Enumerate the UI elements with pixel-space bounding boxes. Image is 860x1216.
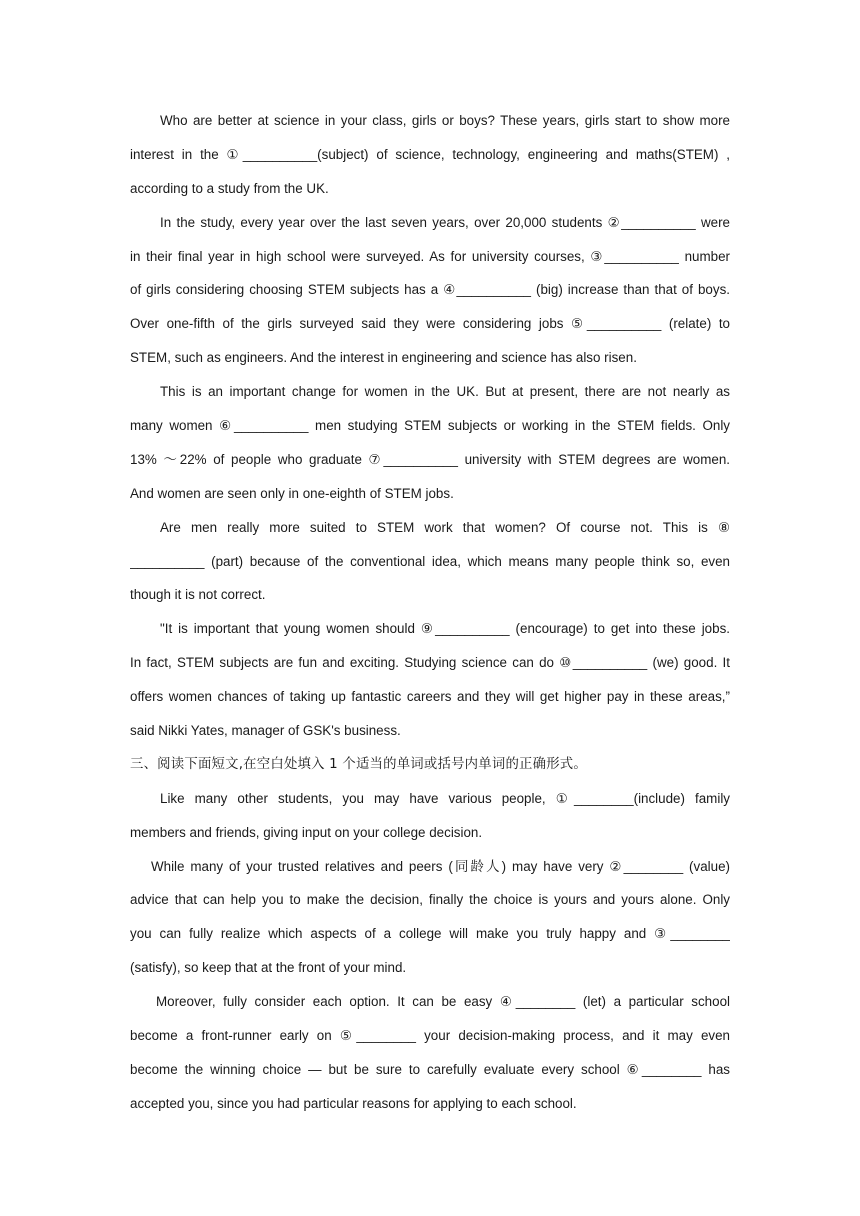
paragraph-line: accepted you, since you had particular reasons for applying to each school. — [130, 1095, 577, 1111]
paragraph-line: "It is important that young women should ⑨__________ (encourage) to get into these jobs. — [160, 621, 730, 637]
paragraph-line: In the study, every year over the last seven years, over 20,000 students ②__________ were — [160, 214, 730, 230]
document-page — [130, 104, 730, 1121]
passage-1 — [130, 104, 730, 748]
paragraph-line: become a front-runner early on ⑤________ your decision-making process, and it may even — [130, 1028, 730, 1044]
paragraph-line: Like many other students, you may have various people, ①________(include) family — [160, 790, 730, 806]
paragraph-line: While many of your trusted relatives and peers (同龄人) may have very ②________ (value) — [151, 858, 730, 874]
paragraph-line: Moreover, fully consider each option. It can be easy ④________ (let) a particular school — [156, 994, 730, 1010]
paragraph-line: Who are better at science in your class, girls or boys? These years, girls start to show more — [160, 113, 730, 128]
paragraph-line: many women ⑥__________ men studying STEM subjects or working in the STEM fields. Only — [130, 418, 730, 434]
paragraph-line: offers women chances of taking up fantastic careers and they will get higher pay in these areas,” — [130, 689, 730, 705]
paragraph-line: interest in the ①__________(subject) of science, technology, engineering and maths(STEM) , — [130, 146, 730, 162]
paragraph-line: in their final year in high school were surveyed. As for university courses, ③__________ number — [130, 248, 730, 264]
paragraph-line: of girls considering choosing STEM subjects has a ④__________ (big) increase than that of boys. — [130, 282, 730, 298]
paragraph-line: you can fully realize which aspects of a college will make you truly happy and ③________ — [130, 926, 730, 942]
paragraph-line: according to a study from the UK. — [130, 180, 329, 196]
paragraph-line: This is an important change for women in the UK. But at present, there are not nearly as — [160, 384, 730, 400]
paragraph-line: And women are seen only in one-eighth of STEM jobs. — [130, 485, 454, 501]
paragraph-line: become the winning choice — but be sure to carefully evaluate every school ⑥________ has — [130, 1061, 730, 1077]
paragraph-line: Are men really more suited to STEM work that women? Of course not. This is ⑧ — [160, 519, 730, 535]
passage-2 — [130, 782, 730, 1121]
section-heading: 三、阅读下面短文,在空白处填入 1 个适当的单词或括号内单词的正确形式。 — [130, 756, 587, 772]
paragraph-line: __________ (part) because of the conventional idea, which means many people think so, even — [130, 553, 730, 569]
paragraph-line: though it is not correct. — [130, 587, 266, 603]
paragraph-line: STEM, such as engineers. And the interest in engineering and science has also risen. — [130, 350, 637, 366]
paragraph-line: 13% ～22% of people who graduate ⑦__________ university with STEM degrees are women. — [130, 451, 730, 467]
paragraph-line: members and friends, giving input on your college decision. — [130, 824, 483, 840]
paragraph-line: In fact, STEM subjects are fun and exciting. Studying science can do ⑩__________ (we) good. It — [130, 655, 730, 671]
paragraph-line: Over one-fifth of the girls surveyed said they were considering jobs ⑤__________ (relate) to — [130, 316, 730, 332]
paragraph-line: (satisfy), so keep that at the front of your mind. — [130, 960, 407, 976]
paragraph-line: advice that can help you to make the decision, finally the choice is yours and yours alone. Only — [130, 892, 730, 908]
paragraph-line: said Nikki Yates, manager of GSK's business. — [130, 723, 401, 739]
